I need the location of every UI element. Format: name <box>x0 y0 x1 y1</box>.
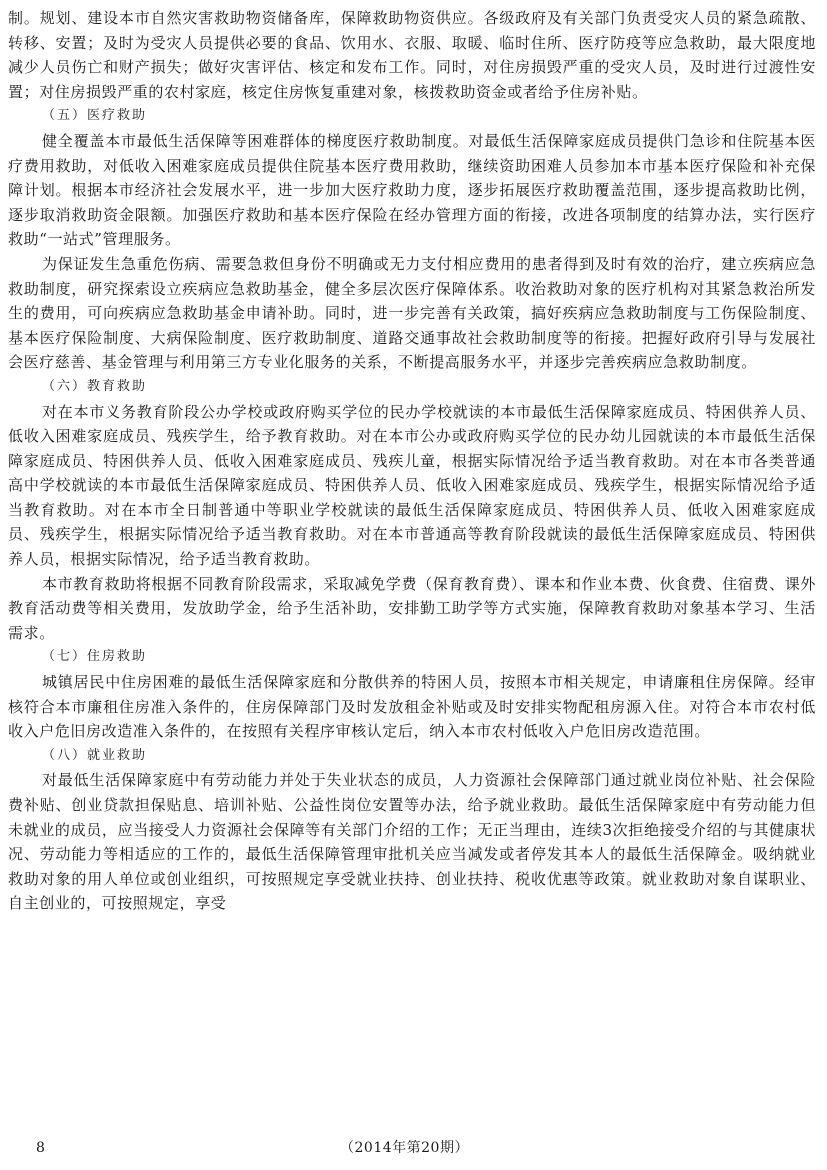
paragraph-medical-1: 健全覆盖本市最低生活保障等困难群体的梯度医疗救助制度。对最低生活保障家庭成员提供门急诊和住院基本医疗费用救助，对低收入困难家庭成员提供住院基本医疗费用救助，继续资助困难人员参加本市基本医疗保险和补充保障计划。根据本市经济社会发展水平，进一步加大医疗救助力度，逐步拓展医疗救助覆盖范围，逐步提高救助比例，逐步取消救助资金限额。加强医疗救助和基本医疗保险在经办管理方面的衔接，改进各项制度的结算办法，实行医疗救助“一站式”管理服务。 <box>8 131 816 249</box>
paragraph-education-1: 对在本市义务教育阶段公办学校或政府购买学位的民办学校就读的本市最低生活保障家庭成员、特困供养人员、低收入困难家庭成员、残疾学生，给予教育救助。对在本市公办或政府购买学位的民办幼儿园就读的本市最低生活保障家庭成员、特困供养人员、低收入困难家庭成员、残疾儿童，根据实际情况给予适当教育救助。对在本市各类普通高中学校就读的本市最低生活保障家庭成员、特困供养人员、低收入困难家庭成员、残疾学生，根据实际情况给予适当教育救助。对在本市全日制普通中等职业学校就读的最低生活保障家庭成员、特困供养人员、低收入困难家庭成员、残疾学生，根据实际情况给予适当教育救助。对在本市普通高等教育阶段就读的最低生活保障家庭成员、特困供养人员，根据实际情况，给予适当教育救助。 <box>8 402 816 569</box>
paragraph-disaster-relief-continuation: 制。规划、建设本市自然灾害救助物资储备库，保障救助物资供应。各级政府及有关部门负责受灾人员的紧急疏散、转移、安置；及时为受灾人员提供必要的食品、饮用水、衣服、取暖、临时住所、医疗防疫等应急救助，最大限度地减少人员伤亡和财产损失；做好灾害评估、核定和发布工作。同时，对住房损毁严重的受灾人员，及时进行过渡性安置；对住房损毁严重的农村家庭，核定住房恢复重建对象，核拨救助资金或者给予住房补贴。 <box>8 9 816 101</box>
document-body <box>8 6 816 916</box>
heading-housing-assistance: （七）住房救助 <box>42 649 148 665</box>
paragraph-employment: 对最低生活保障家庭中有劳动能力并处于失业状态的成员，人力资源社会保障部门通过就业岗位补贴、社会保险费补贴、创业贷款担保贴息、培训补贴、公益性岗位安置等办法，给予就业救助。最低生活保障家庭中有劳动能力但未就业的成员，应当接受人力资源社会保障等有关部门介绍的工作；无正当理由，连续3次拒绝接受介绍的与其健康状况、劳动能力等相适应的工作的，最低生活保障管理审批机关应当减发或者停发其本人的最低生活保障金。吸纳就业救助对象的用人单位或创业组织，可按照规定享受就业扶持、创业扶持、税收优惠等政策。就业救助对象自谋职业、自主创业的，可按照规定，享受 <box>8 771 816 913</box>
heading-medical-assistance: （五）医疗救助 <box>42 108 148 124</box>
heading-employment-assistance: （八）就业救助 <box>42 747 148 763</box>
paragraph-medical-2: 为保证发生急重危伤病、需要急救但身份不明确或无力支付相应费用的患者得到及时有效的治疗，建立疾病应急救助制度，研究探索设立疾病应急救助基金，健全多层次医疗保障体系。收治救助对象的医疗机构对其紧急救治所发生的费用，可向疾病应急救助基金申请补助。同时，进一步完善有关政策，搞好疾病应急救助制度与工伤保险制度、基本医疗保险制度、大病保险制度、医疗救助制度、道路交通事故社会救助制度等的衔接。把握好政府引导与发展社会医疗慈善、基金管理与利用第三方专业化服务的关系，不断提高服务水平，并逐步完善疾病应急救助制度。 <box>8 254 816 372</box>
page-footer <box>0 1136 827 1160</box>
page-number: 8 <box>36 1140 46 1156</box>
paragraph-housing: 城镇居民中住房困难的最低生活保障家庭和分散供养的特困人员，按照本市相关规定，申请廉租住房保障。经审核符合本市廉租住房准入条件的，住房保障部门及时发放租金补贴或及时安排实物配租房源入住。对符合本市农村低收入户危旧房改造准入条件的，在按照有关程序审核认定后，纳入本市农村低收入户危旧房改造范围。 <box>8 673 816 741</box>
heading-education-assistance: （六）教育救助 <box>42 378 148 394</box>
paragraph-education-2: 本市教育救助将根据不同教育阶段需求，采取减免学费（保育教育费）、课本和作业本费、伙食费、住宿费、课外教育活动费等相关费用，发放助学金，给予生活补助，安排勤工助学等方式实施，保障教育救助对象基本学习、生活需求。 <box>8 574 816 642</box>
issue-label: （2014年第20期） <box>340 1140 469 1156</box>
